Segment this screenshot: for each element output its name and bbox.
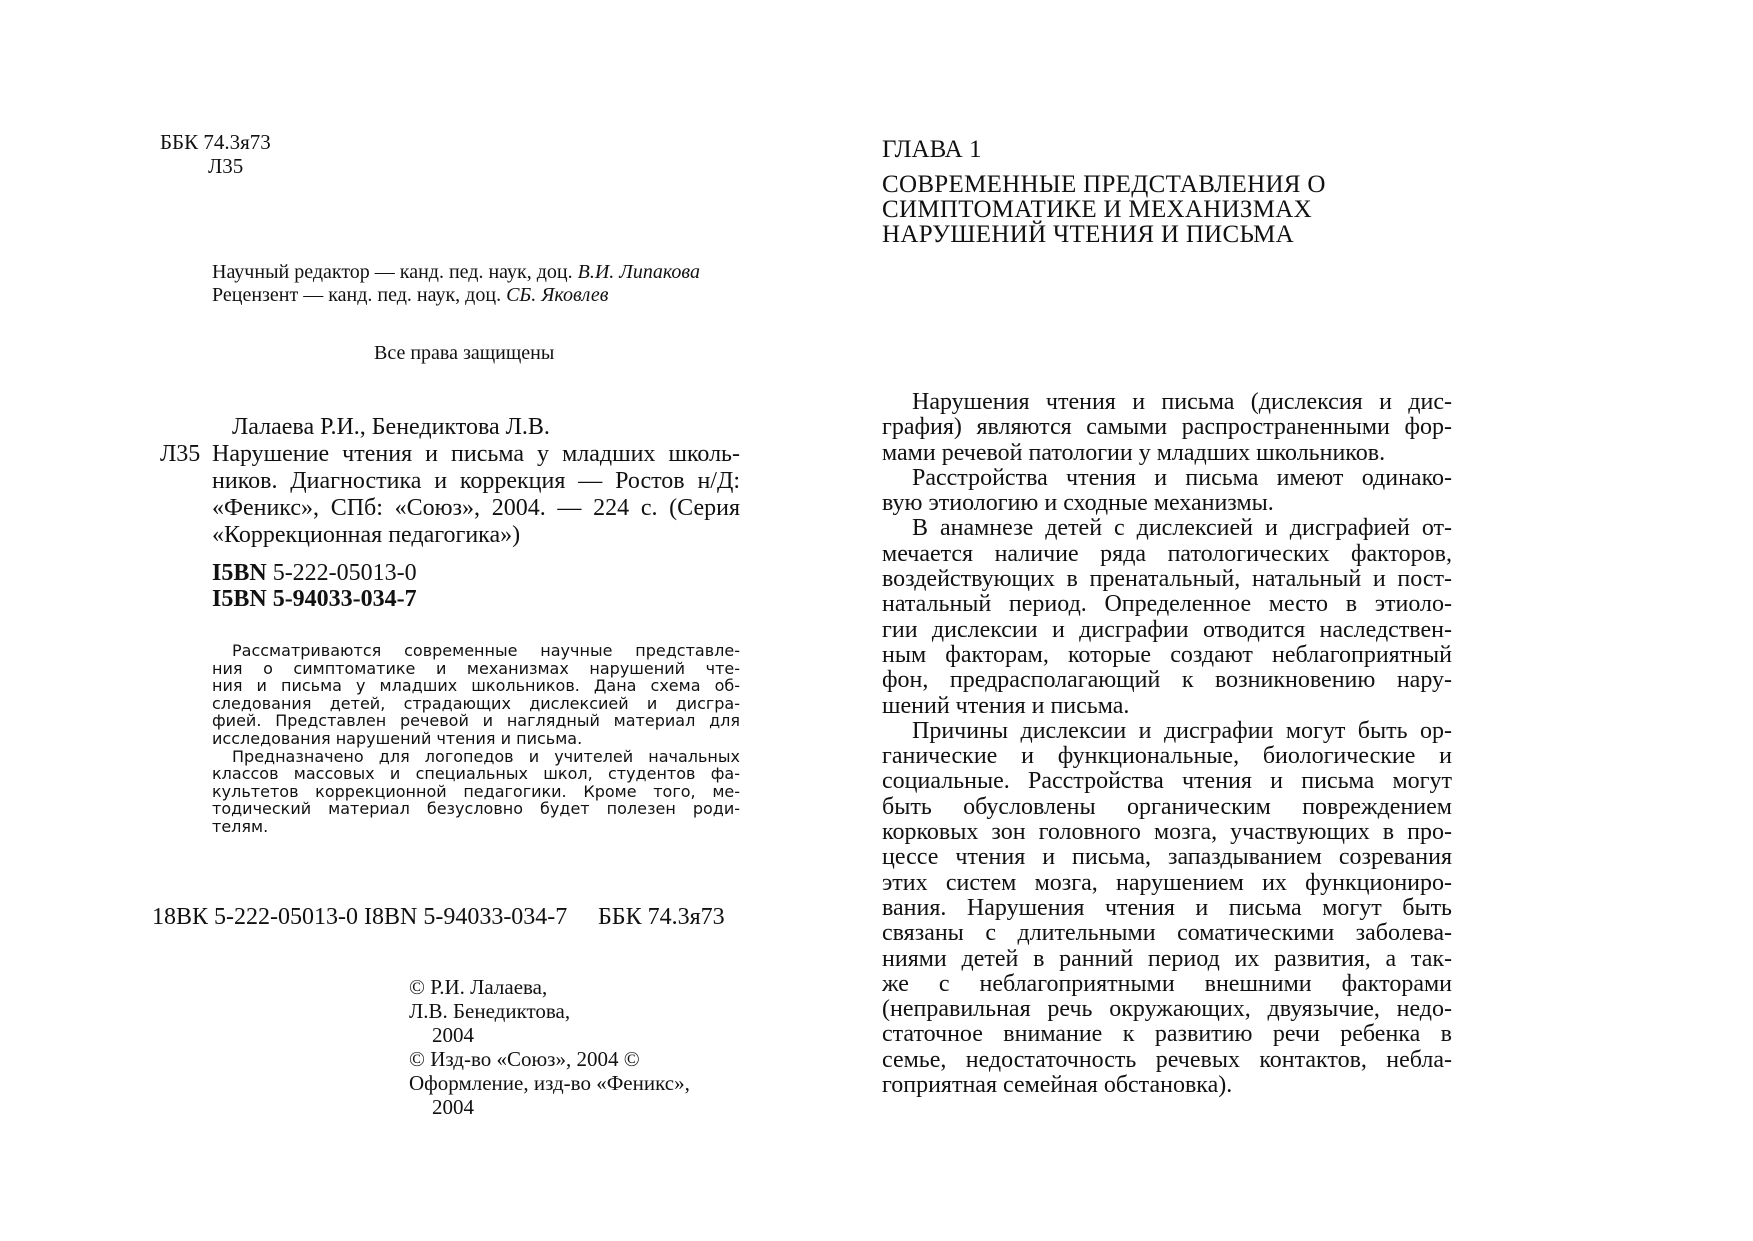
- isbn-label: I5BN: [212, 560, 267, 586]
- body-line: гии дислексии и дисграфии отводится наследствен-: [882, 616, 1452, 643]
- isbn-number: 5-94033-034-7: [272, 586, 417, 612]
- annotation-line: Предназначено для логопедов и учителей начальных: [232, 746, 740, 766]
- biblio-line: «Феникс», СПб: «Союз», 2004. — 224 с. (Серия: [212, 495, 740, 521]
- isbn-line: [212, 560, 417, 587]
- body-line: фон, предрасполагающий к возникновению нару-: [882, 667, 1452, 694]
- annotation-line: ния и письма у младших школьников. Дана схема об-: [212, 676, 740, 696]
- annotation-line: исследования нарушений чтения и письма.: [212, 728, 583, 748]
- body-line: мечается наличие ряда патологических факторов,: [882, 540, 1452, 567]
- reviewer-label: Рецензент — канд. пед. наук, доц.: [212, 284, 507, 306]
- annotation-line: фией. Представлен речевой и наглядный материал для: [212, 711, 740, 731]
- biblio-line: Нарушение чтения и письма у младших школь-: [212, 441, 740, 467]
- body-paragraph: [882, 466, 1452, 517]
- body-line: шений чтения и письма.: [882, 692, 1130, 719]
- body-line: Расстройства чтения и письма имеют одинако-: [912, 464, 1452, 491]
- annotation-line: телям.: [212, 816, 269, 836]
- body-paragraph: [882, 719, 1452, 1098]
- annotation-line: классов массовых и специальных школ, студентов фа-: [212, 764, 740, 784]
- bbk-code: ББК 74.3я73: [160, 130, 271, 154]
- chapter-body: [882, 390, 1452, 1098]
- body-line: корковых зон головного мозга, участвующих в про-: [882, 819, 1452, 846]
- body-line: Причины дислексии и дисграфии могут быть ор-: [912, 717, 1452, 744]
- body-line: этих систем мозга, нарушением их функциониро-: [882, 869, 1452, 896]
- body-line: мами речевой патологии у младших школьников.: [882, 439, 1386, 466]
- editor-name: В.И. Липакова: [577, 261, 700, 283]
- body-line: семье, недостаточность речевых контактов, небла-: [882, 1046, 1452, 1073]
- annotation-line: тодический материал безусловно будет полезен роди-: [212, 799, 740, 819]
- editor-line: [212, 260, 700, 284]
- chapter-title-line: СОВРЕМЕННЫЕ ПРЕДСТАВЛЕНИЯ О: [882, 171, 1326, 198]
- annotation: [212, 642, 740, 836]
- bbk-footer: ББК 74.3я73: [598, 904, 725, 930]
- annotation-paragraph: [212, 642, 740, 748]
- body-line: натальный период. Определенное место в этиоло-: [882, 591, 1452, 618]
- copyright-line: Л.В. Бенедиктова,: [409, 999, 571, 1023]
- body-line: (неправильная речь окружающих, двуязычие, недо-: [882, 996, 1452, 1023]
- reviewer-name: СБ. Яковлев: [506, 284, 609, 306]
- body-line: графия) являются самыми распространенными фор-: [882, 414, 1452, 441]
- body-line: же с неблагоприятными внешними факторами: [882, 970, 1452, 997]
- copyright-line: 2004: [432, 1095, 474, 1119]
- copyright-line: © Изд-во «Союз», 2004 ©: [409, 1047, 640, 1071]
- body-line: гоприятная семейная обстановка).: [882, 1072, 1233, 1099]
- chapter-title-line: СИМПТОМАТИКЕ И МЕХАНИЗМАХ: [882, 196, 1312, 223]
- body-paragraph: [882, 516, 1452, 718]
- rights-notice: Все права защищены: [374, 342, 555, 364]
- body-line: воздействующих в пренатальный, натальный и пост-: [882, 566, 1452, 593]
- body-line: цессе чтения и письма, запаздыванием созревания: [882, 844, 1452, 871]
- body-line: статочное внимание к развитию речи ребенка в: [882, 1021, 1452, 1048]
- annotation-line: следования детей, страдающих дислексией и дисгра-: [212, 693, 740, 713]
- annotation-paragraph: [212, 748, 740, 836]
- biblio-line: ников. Диагностика и коррекция — Ростов н/Д:: [212, 468, 740, 494]
- body-line: ным факторам, которые создают неблагоприятный: [882, 641, 1452, 668]
- chapter-label: ГЛАВА 1: [882, 136, 982, 163]
- copyright-line: © Р.И. Лалаева,: [409, 975, 548, 999]
- biblio-description: [212, 441, 740, 549]
- editor-label: Научный редактор — канд. пед. наук, доц.: [212, 261, 578, 283]
- author-code: Л35: [208, 154, 244, 178]
- body-line: вания. Нарушения чтения и письма могут быть: [882, 894, 1452, 921]
- body-line: социальные. Расстройства чтения и письма могут: [882, 768, 1452, 795]
- body-line: ганические и функциональные, биологические и: [882, 743, 1452, 770]
- body-line: связаны с длительными соматическими заболева-: [882, 920, 1452, 947]
- copyright-line: 2004: [432, 1023, 474, 1047]
- body-line: ниями детей в ранний период их развития, а так-: [882, 945, 1452, 972]
- body-line: Нарушения чтения и письма (дислексия и дис-: [912, 389, 1452, 415]
- body-paragraph: [882, 390, 1452, 466]
- chapter-title: [882, 172, 1326, 247]
- body-line: В анамнезе детей с дислексией и дисграфией от-: [912, 515, 1452, 542]
- biblio-authors: Лалаева Р.И., Бенедиктова Л.В.: [232, 414, 550, 440]
- annotation-line: Рассматриваются современные научные представле-: [232, 641, 740, 660]
- body-line: вую этиологию и сходные механизмы.: [882, 490, 1274, 517]
- biblio-code: Л35: [160, 441, 201, 467]
- biblio-line: «Коррекционная педагогика»): [212, 522, 521, 548]
- chapter-title-line: НАРУШЕНИЙ ЧТЕНИЯ И ПИСЬМА: [882, 221, 1295, 248]
- reviewer-line: [212, 283, 608, 307]
- annotation-line: ния о симптоматике и механизмах нарушений чте-: [212, 658, 740, 678]
- isbn-label: I5BN: [212, 586, 267, 612]
- body-line: быть обусловлены органическим повреждением: [882, 793, 1452, 820]
- annotation-line: культетов коррекционной педагогики. Кроме того, ме-: [212, 781, 740, 801]
- copyright-line: Оформление, изд-во «Феникс»,: [409, 1071, 690, 1095]
- isbn-number: 5-222-05013-0: [272, 560, 417, 586]
- isbn-line: [212, 586, 417, 613]
- isbn-footer: 18ВК 5-222-05013-0 I8BN 5-94033-034-7: [152, 904, 568, 930]
